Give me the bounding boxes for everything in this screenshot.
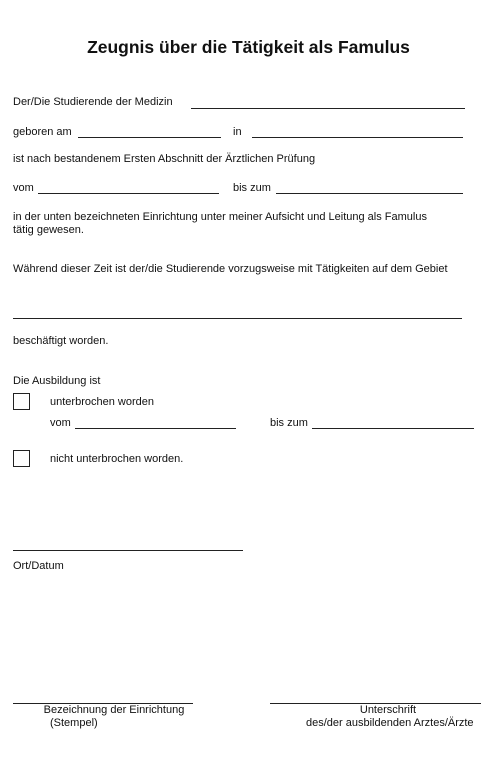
institution-label: Bezeichnung der Einrichtung [43,704,185,716]
training-label: Die Ausbildung ist [13,375,101,387]
until-date-field[interactable] [276,193,463,194]
student-label: Der/Die Studierende der Medizin [13,96,173,108]
from-date-field[interactable] [38,193,219,194]
student-name-field[interactable] [191,108,465,109]
place-date-label: Ort/Datum [13,560,64,572]
interrupted-until-field[interactable] [312,428,474,429]
signature-label: Unterschrift [359,704,417,716]
signature-sub-label: des/der ausbildenden Arztes/Ärzte [306,717,474,729]
not-interrupted-checkbox[interactable] [13,450,30,467]
field-of-activity-field[interactable] [13,318,462,319]
exam-text: ist nach bestandenem Ersten Abschnitt der Ärztlichen Prüfung [13,153,316,165]
birth-date-field[interactable] [78,137,221,138]
period-text: Während dieser Zeit ist der/die Studierende vorzugsweise mit Tätigkeiten auf dem Gebiet [13,263,448,275]
activity-text-line1: in der unten bezeichneten Einrichtung unter meiner Aufsicht und Leitung als Famulus [13,211,427,223]
place-date-field[interactable] [13,550,243,551]
interrupted-label: unterbrochen worden [50,396,154,408]
until-label: bis zum [233,182,271,194]
stamp-label: (Stempel) [50,717,98,729]
activity-text-line2: tätig gewesen. [13,224,84,236]
birthplace-field[interactable] [252,137,463,138]
interrupted-until-label: bis zum [270,417,308,429]
page-title: Zeugnis über die Tätigkeit als Famulus [87,37,410,57]
occupied-text: beschäftigt worden. [13,335,109,347]
birthplace-label: in [233,126,242,138]
born-label: geboren am [13,126,72,138]
interrupted-from-field[interactable] [75,428,236,429]
interrupted-from-label: vom [50,417,71,429]
not-interrupted-label: nicht unterbrochen worden. [50,453,184,465]
from-label: vom [13,182,34,194]
interrupted-checkbox[interactable] [13,393,30,410]
